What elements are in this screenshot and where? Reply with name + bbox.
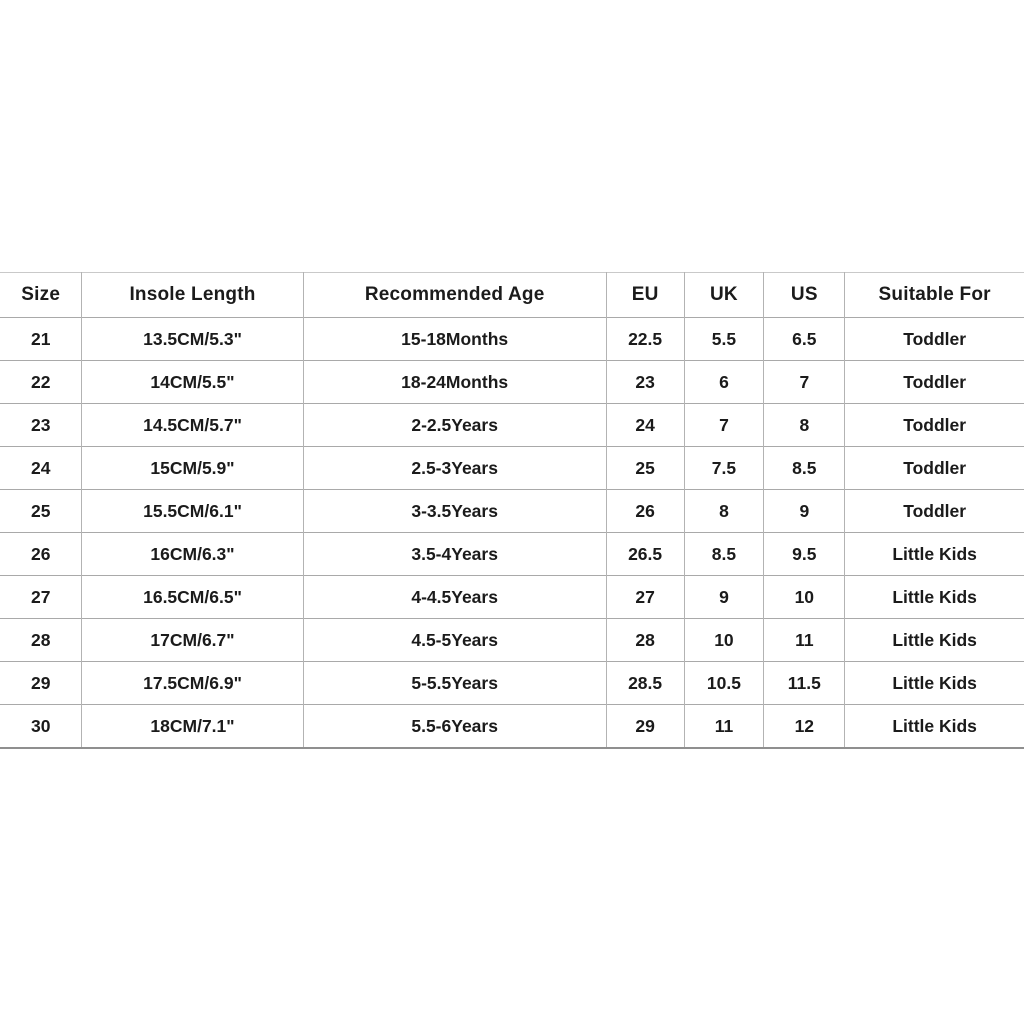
table-cell: 10 bbox=[684, 619, 764, 662]
header-cell-size: Size bbox=[0, 273, 82, 318]
table-cell: 9 bbox=[684, 576, 764, 619]
table-cell: 16.5CM/6.5" bbox=[82, 576, 303, 619]
table-cell: 14CM/5.5" bbox=[82, 361, 303, 404]
table-cell: 28 bbox=[0, 619, 82, 662]
table-cell: 15-18Months bbox=[303, 318, 606, 361]
table-cell: Little Kids bbox=[845, 662, 1024, 705]
table-cell: Toddler bbox=[845, 447, 1024, 490]
table-cell: 10.5 bbox=[684, 662, 764, 705]
size-chart-table bbox=[0, 272, 1024, 749]
table-cell: 4-4.5Years bbox=[303, 576, 606, 619]
table-cell: Little Kids bbox=[845, 533, 1024, 576]
table-cell: 15.5CM/6.1" bbox=[82, 490, 303, 533]
table-cell: 28 bbox=[606, 619, 684, 662]
table-cell: 16CM/6.3" bbox=[82, 533, 303, 576]
table-cell: 2-2.5Years bbox=[303, 404, 606, 447]
header-cell-us: US bbox=[764, 273, 845, 318]
table-row bbox=[0, 662, 1024, 705]
table-cell: 23 bbox=[0, 404, 82, 447]
table-cell: 18-24Months bbox=[303, 361, 606, 404]
table-cell: 26 bbox=[0, 533, 82, 576]
table-cell: 27 bbox=[0, 576, 82, 619]
table-cell: 18CM/7.1" bbox=[82, 705, 303, 749]
table-cell: 7 bbox=[684, 404, 764, 447]
table-cell: 30 bbox=[0, 705, 82, 749]
table-cell: 23 bbox=[606, 361, 684, 404]
table-cell: 27 bbox=[606, 576, 684, 619]
header-cell-recommended-age: Recommended Age bbox=[303, 273, 606, 318]
table-cell: 3-3.5Years bbox=[303, 490, 606, 533]
table-cell: 21 bbox=[0, 318, 82, 361]
table-row bbox=[0, 447, 1024, 490]
table-cell: 11.5 bbox=[764, 662, 845, 705]
header-cell-uk: UK bbox=[684, 273, 764, 318]
table-cell: 8.5 bbox=[684, 533, 764, 576]
table-row bbox=[0, 619, 1024, 662]
table-row bbox=[0, 361, 1024, 404]
table-cell: 11 bbox=[684, 705, 764, 749]
table-cell: 8.5 bbox=[764, 447, 845, 490]
table-cell: 7 bbox=[764, 361, 845, 404]
table-row bbox=[0, 576, 1024, 619]
table-cell: Toddler bbox=[845, 404, 1024, 447]
table-cell: Toddler bbox=[845, 318, 1024, 361]
table-cell: 22.5 bbox=[606, 318, 684, 361]
table-cell: Toddler bbox=[845, 490, 1024, 533]
table-cell: 6.5 bbox=[764, 318, 845, 361]
table-cell: 9 bbox=[764, 490, 845, 533]
table-cell: 4.5-5Years bbox=[303, 619, 606, 662]
table-cell: 14.5CM/5.7" bbox=[82, 404, 303, 447]
table-cell: 3.5-4Years bbox=[303, 533, 606, 576]
table-cell: 9.5 bbox=[764, 533, 845, 576]
table-cell: 12 bbox=[764, 705, 845, 749]
header-cell-eu: EU bbox=[606, 273, 684, 318]
table-cell: 24 bbox=[606, 404, 684, 447]
table-cell: Little Kids bbox=[845, 619, 1024, 662]
table-cell: 5-5.5Years bbox=[303, 662, 606, 705]
table-cell: 13.5CM/5.3" bbox=[82, 318, 303, 361]
table-row bbox=[0, 490, 1024, 533]
table-cell: Little Kids bbox=[845, 705, 1024, 749]
table-row bbox=[0, 318, 1024, 361]
table-cell: 25 bbox=[0, 490, 82, 533]
header-cell-suitable-for: Suitable For bbox=[845, 273, 1024, 318]
table-cell: 17CM/6.7" bbox=[82, 619, 303, 662]
table-cell: 2.5-3Years bbox=[303, 447, 606, 490]
header-cell-insole-length: Insole Length bbox=[82, 273, 303, 318]
table-cell: 29 bbox=[0, 662, 82, 705]
table-cell: Little Kids bbox=[845, 576, 1024, 619]
table-cell: 8 bbox=[684, 490, 764, 533]
table-cell: 7.5 bbox=[684, 447, 764, 490]
table-cell: 5.5-6Years bbox=[303, 705, 606, 749]
table-cell: Toddler bbox=[845, 361, 1024, 404]
header-row bbox=[0, 273, 1024, 318]
table-cell: 25 bbox=[606, 447, 684, 490]
table-cell: 6 bbox=[684, 361, 764, 404]
table-cell: 29 bbox=[606, 705, 684, 749]
table-cell: 15CM/5.9" bbox=[82, 447, 303, 490]
table-row bbox=[0, 705, 1024, 749]
table-cell: 22 bbox=[0, 361, 82, 404]
table-cell: 24 bbox=[0, 447, 82, 490]
table-row bbox=[0, 533, 1024, 576]
table-cell: 26.5 bbox=[606, 533, 684, 576]
table-cell: 26 bbox=[606, 490, 684, 533]
table-cell: 11 bbox=[764, 619, 845, 662]
table-row bbox=[0, 404, 1024, 447]
table-cell: 17.5CM/6.9" bbox=[82, 662, 303, 705]
table-cell: 5.5 bbox=[684, 318, 764, 361]
table-cell: 8 bbox=[764, 404, 845, 447]
table-cell: 28.5 bbox=[606, 662, 684, 705]
table-cell: 10 bbox=[764, 576, 845, 619]
